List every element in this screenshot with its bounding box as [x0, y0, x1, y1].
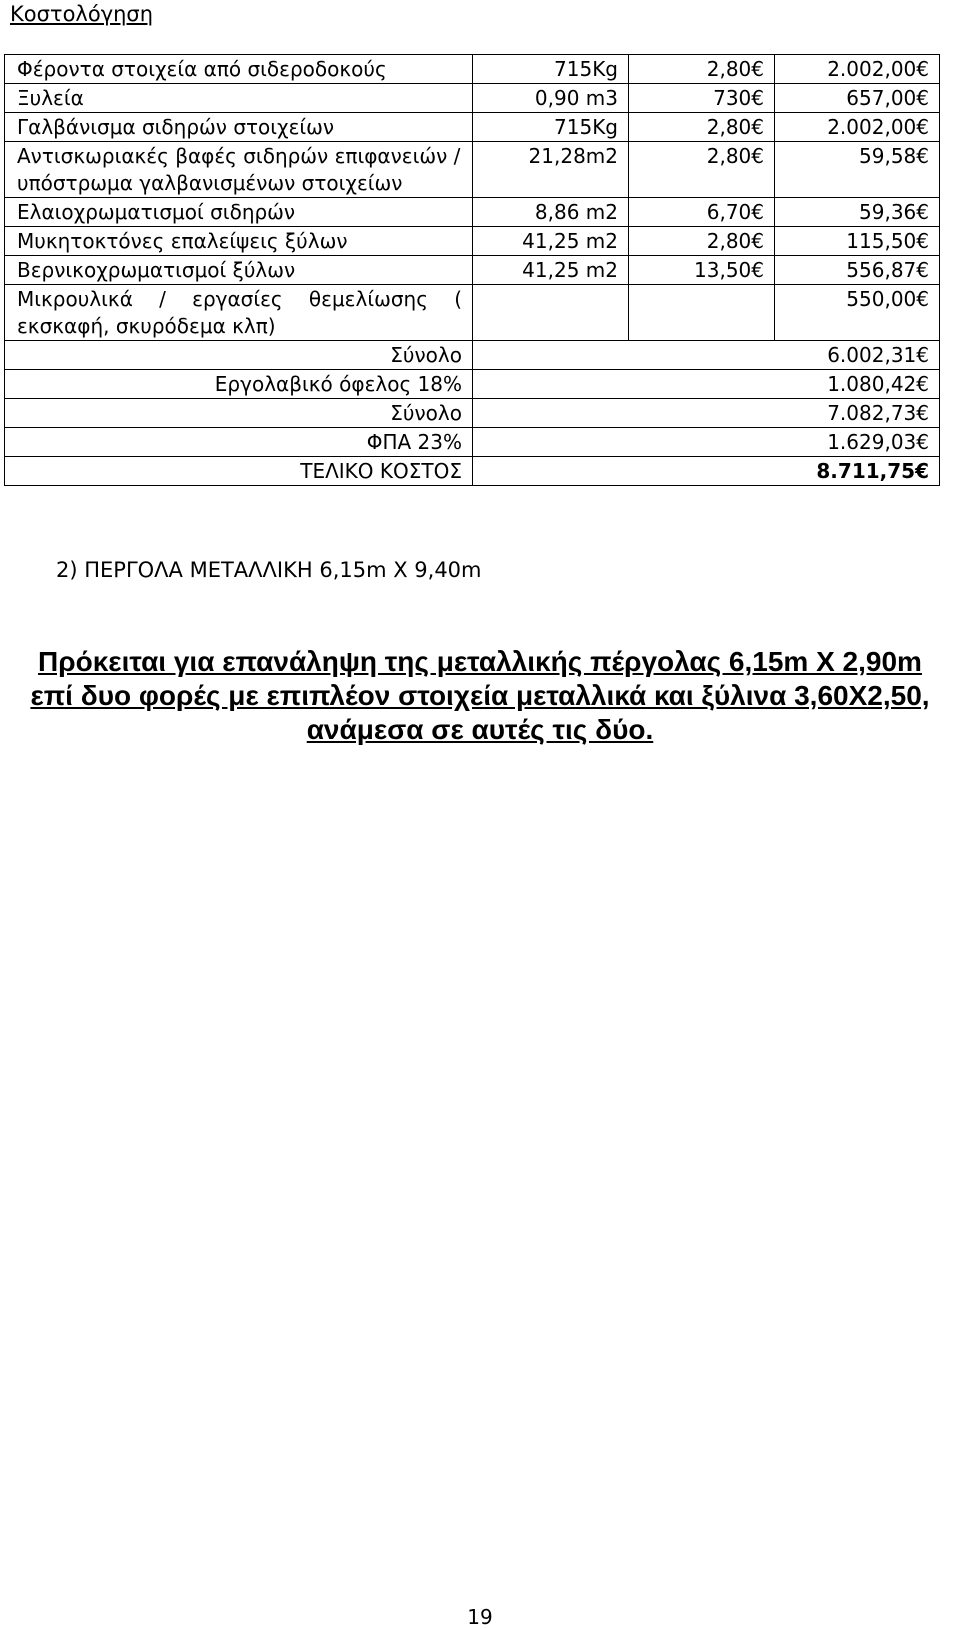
- row-unit-price: [629, 285, 775, 341]
- summary-label: Σύνολο: [5, 399, 473, 428]
- row-unit-price: 2,80€: [629, 227, 775, 256]
- row-unit-price: 6,70€: [629, 198, 775, 227]
- summary-row: [5, 399, 940, 428]
- summary-row: [5, 428, 940, 457]
- row-total: 115,50€: [775, 227, 940, 256]
- row-total: 59,58€: [775, 142, 940, 198]
- row-quantity: 41,25 m2: [473, 256, 629, 285]
- table-row: [5, 198, 940, 227]
- page-number: 19: [467, 1605, 493, 1629]
- row-unit-price: 13,50€: [629, 256, 775, 285]
- summary-value: 6.002,31€: [473, 341, 940, 370]
- row-quantity: 715Kg: [473, 55, 629, 84]
- summary-label: Εργολαβικό όφελος 18%: [5, 370, 473, 399]
- table-row: [5, 113, 940, 142]
- row-description: Μυκητοκτόνες επαλείψεις ξύλων: [5, 227, 473, 256]
- row-quantity: 8,86 m2: [473, 198, 629, 227]
- row-description: Γαλβάνισμα σιδηρών στοιχείων: [5, 113, 473, 142]
- row-description: Μικρουλικά / εργασίες θεμελίωσης ( εκσκαφή, σκυρόδεμα κλπ): [5, 285, 473, 341]
- row-quantity: 0,90 m3: [473, 84, 629, 113]
- summary-label: ΦΠΑ 23%: [5, 428, 473, 457]
- row-quantity: 41,25 m2: [473, 227, 629, 256]
- section-title: 2) ΠΕΡΓΟΛΑ ΜΕΤΑΛΛΙΚΗ 6,15m Χ 9,40m: [56, 558, 482, 582]
- row-total: 2.002,00€: [775, 113, 940, 142]
- summary-row-final: [5, 457, 940, 486]
- row-quantity: [473, 285, 629, 341]
- table-row: [5, 55, 940, 84]
- table-row: [5, 142, 940, 198]
- page-heading: Κοστολόγηση: [10, 2, 154, 26]
- row-description: Ελαιοχρωματισμοί σιδηρών: [5, 198, 473, 227]
- table-row: [5, 256, 940, 285]
- summary-value: 7.082,73€: [473, 399, 940, 428]
- row-total: 556,87€: [775, 256, 940, 285]
- row-unit-price: 730€: [629, 84, 775, 113]
- table-row: [5, 84, 940, 113]
- row-total: 550,00€: [775, 285, 940, 341]
- row-quantity: 21,28m2: [473, 142, 629, 198]
- row-unit-price: 2,80€: [629, 55, 775, 84]
- row-total: 2.002,00€: [775, 55, 940, 84]
- row-description: Φέροντα στοιχεία από σιδεροδοκούς: [5, 55, 473, 84]
- row-quantity: 715Kg: [473, 113, 629, 142]
- final-cost-value: 8.711,75€: [473, 457, 940, 486]
- note-paragraph: Πρόκειται για επανάληψη της μεταλλικής πέργολας 6,15m X 2,90m επί δυο φορές με επιπλέον στοιχεία μεταλλικά και ξύλινα 3,60Χ2,50, ανάμεσα σε αυτές τις δύο.: [30, 646, 930, 745]
- summary-value: 1.629,03€: [473, 428, 940, 457]
- row-unit-price: 2,80€: [629, 113, 775, 142]
- row-description: Βερνικοχρωματισμοί ξύλων: [5, 256, 473, 285]
- row-unit-price: 2,80€: [629, 142, 775, 198]
- summary-row: [5, 370, 940, 399]
- summary-label: Σύνολο: [5, 341, 473, 370]
- summary-value: 1.080,42€: [473, 370, 940, 399]
- row-description: Ξυλεία: [5, 84, 473, 113]
- table-row: [5, 285, 940, 341]
- row-description: Αντισκωριακές βαφές σιδηρών επιφανειών / υπόστρωμα γαλβανισμένων στοιχείων: [5, 142, 473, 198]
- row-total: 657,00€: [775, 84, 940, 113]
- summary-row: [5, 341, 940, 370]
- cost-table: [4, 54, 940, 486]
- row-total: 59,36€: [775, 198, 940, 227]
- summary-label: ΤΕΛΙΚΟ ΚΟΣΤΟΣ: [5, 457, 473, 486]
- table-row: [5, 227, 940, 256]
